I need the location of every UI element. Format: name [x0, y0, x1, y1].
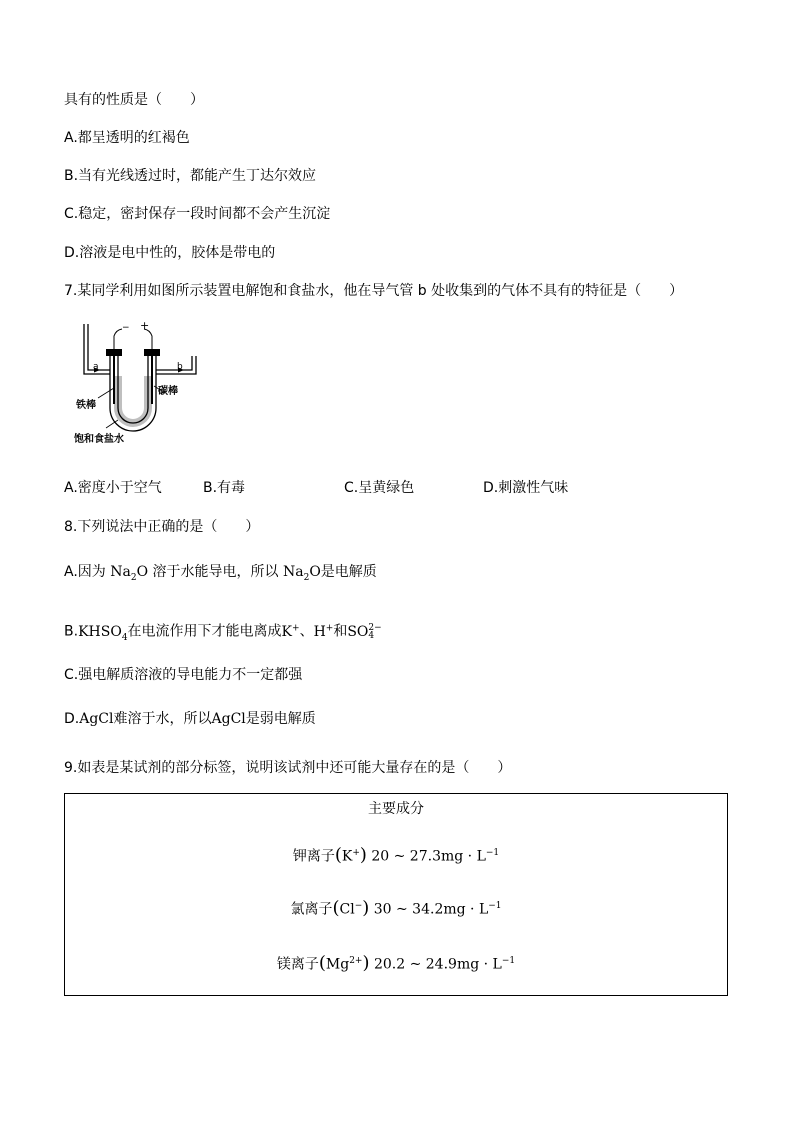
- ion-sulfate: SO 2− 4: [347, 622, 382, 641]
- q9-stem: 9.如表是某试剂的部分标签，说明该试剂中还可能大量存在的是（ ）: [64, 760, 512, 776]
- label-row-chloride: 氯离子(Cl−) 30 ~ $34.2mg \cdot L^{-1}$: [290, 897, 502, 919]
- formula-agcl: AgCl: [211, 711, 246, 727]
- label-a: a: [93, 362, 99, 372]
- ion-h: H+: [313, 623, 334, 640]
- q6-option-c: C.稳定，密封保存一段时间都不会产生沉淀: [64, 206, 331, 222]
- q7-option-c: C.呈黄绿色: [344, 480, 415, 496]
- q6-option-a: A.都呈透明的红褐色: [64, 130, 190, 146]
- q7-option-b: B.有毒: [203, 480, 246, 496]
- q8-option-d: D.AgCl难溶于水，所以AgCl是弱电解质: [64, 711, 316, 727]
- q7-option-d: D.刺激性气味: [483, 480, 569, 496]
- ion-k: K+: [281, 623, 300, 640]
- negative-wire: [114, 329, 122, 349]
- q8-option-b: $B.KHSO_4$在电流作用下才能电离成K+、H+和SO 2− 4: [64, 622, 382, 643]
- q6-option-d: D.溶液是电中性的，胶体是带电的: [64, 245, 276, 261]
- q7-options: [64, 478, 744, 498]
- label-carbon-rod: 碳棒: [158, 386, 178, 397]
- q8-stem: 8.下列说法中正确的是（ ）: [64, 519, 260, 535]
- positive-terminal: +: [140, 319, 150, 332]
- saline-solution: [114, 376, 152, 427]
- formula-khso4: $KHSO_4$: [78, 623, 128, 643]
- label-b: b: [177, 362, 183, 372]
- negative-terminal: −: [122, 323, 130, 333]
- q6-option-b: B.当有光线透过时，都能产生丁达尔效应: [64, 168, 317, 184]
- label-saturated-brine: 饱和食盐水: [74, 434, 124, 445]
- q8-option-c: C.强电解质溶液的导电能力不一定都强: [64, 667, 303, 683]
- formula-agcl: AgCl: [79, 711, 114, 727]
- label-row-magnesium: 镁离子$(Mg^{2+})$ 20.2 ~ $24.9mg \cdot L^{-1}$: [276, 952, 516, 974]
- formula-na2o: $Na_2O$: [282, 564, 321, 583]
- gas-tube-b: [156, 356, 192, 370]
- q8-option-a: A.因为 $Na_2O$ 溶于水能导电，所以 $Na_2O$是电解质: [64, 564, 377, 583]
- q6-stem: 具有的性质是（ ）: [64, 92, 204, 108]
- formula-na2o: $Na_2O$: [110, 564, 149, 583]
- label-title: 主要成分: [368, 801, 424, 817]
- label-iron-rod: 铁棒: [76, 400, 96, 411]
- electrolysis-diagram: [70, 318, 210, 448]
- positive-wire: [144, 329, 152, 349]
- q7-option-a: A.密度小于空气: [64, 480, 162, 496]
- reagent-label-box: [64, 793, 728, 996]
- label-row-potassium: 钾离子(K+) 20 ~ $27.3mg \cdot L^{-1}$: [292, 844, 500, 866]
- q7-stem: 7.某同学利用如图所示装置电解饱和食盐水，他在导气管 b 处收集到的气体不具有的特征是（ ）: [64, 283, 684, 299]
